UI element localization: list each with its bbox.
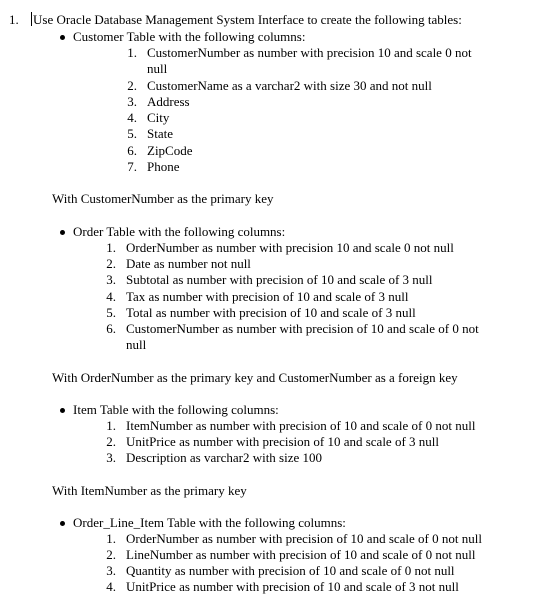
list-number: 5.	[127, 126, 137, 141]
list-item: Tax as number with precision of 10 and scale of 3 null	[126, 289, 409, 304]
list-item: City	[147, 110, 170, 125]
list-item: CustomerNumber as number with precision of 10 and scale of 0 not	[126, 321, 479, 336]
customer-key-note: With CustomerNumber as the primary key	[52, 191, 274, 206]
list-number: 2.	[106, 256, 116, 271]
list-number: 3.	[106, 563, 116, 578]
list-item: Description as varchar2 with size 100	[126, 450, 323, 465]
list-item: Phone	[147, 159, 180, 174]
list-number: 2.	[127, 78, 137, 93]
customer-heading: Customer Table with the following columns:	[73, 29, 306, 44]
list-number: 3.	[106, 450, 116, 465]
list-item: OrderNumber as number with precision 10 and scale 0 not null	[126, 240, 454, 255]
item-key-note: With ItemNumber as the primary key	[52, 483, 247, 498]
question-text: Use Oracle Database Management System Interface to create the following tables:	[33, 12, 462, 27]
bullet-icon	[60, 35, 65, 40]
list-item-continuation: null	[126, 337, 147, 352]
bullet-icon	[60, 521, 65, 526]
list-item: LineNumber as number with precision of 10 and scale of 0 not null	[126, 547, 476, 562]
bullet-icon	[60, 408, 65, 413]
list-number: 7.	[127, 159, 137, 174]
list-item: CustomerNumber as number with precision 10 and scale 0 not	[147, 45, 472, 60]
list-item-continuation: null	[147, 61, 168, 76]
list-number: 3.	[127, 94, 137, 109]
list-number: 4.	[127, 110, 137, 125]
list-number: 1.	[106, 418, 116, 433]
list-item: Subtotal as number with precision of 10 and scale of 3 null	[126, 272, 433, 287]
list-number: 1.	[127, 45, 137, 60]
list-item: Quantity as number with precision of 10 and scale of 0 not null	[126, 563, 455, 578]
list-item: Date as number not null	[126, 256, 251, 271]
bullet-icon	[60, 230, 65, 235]
list-number: 1.	[106, 240, 116, 255]
list-item: ZipCode	[147, 143, 193, 158]
question-number: 1.	[9, 12, 19, 27]
list-number: 2.	[106, 547, 116, 562]
order-heading: Order Table with the following columns:	[73, 224, 286, 239]
list-item: CustomerName as a varchar2 with size 30 and not null	[147, 78, 432, 93]
list-number: 1.	[106, 531, 116, 546]
list-number: 5.	[106, 305, 116, 320]
item-heading: Item Table with the following columns:	[73, 402, 279, 417]
question-text-line	[31, 12, 462, 28]
list-number: 4.	[106, 579, 116, 594]
order-line-item-heading: Order_Line_Item Table with the following columns:	[73, 515, 346, 530]
list-item: Total as number with precision of 10 and scale of 3 null	[126, 305, 416, 320]
list-item: UnitPrice as number with precision of 10 and scale of 3 null	[126, 434, 440, 449]
list-number: 6.	[127, 143, 137, 158]
list-number: 2.	[106, 434, 116, 449]
list-number: 6.	[106, 321, 116, 336]
list-item: Address	[147, 94, 190, 109]
text-cursor	[31, 12, 32, 26]
list-number: 4.	[106, 289, 116, 304]
order-key-note: With OrderNumber as the primary key and CustomerNumber as a foreign key	[52, 370, 458, 385]
list-item: ItemNumber as number with precision of 10 and scale of 0 not null	[126, 418, 476, 433]
list-number: 3.	[106, 272, 116, 287]
list-item: State	[147, 126, 173, 141]
list-item: OrderNumber as number with precision of 10 and scale of 0 not null	[126, 531, 482, 546]
list-item: UnitPrice as number with precision of 10 and scale of 3 not null	[126, 579, 459, 594]
